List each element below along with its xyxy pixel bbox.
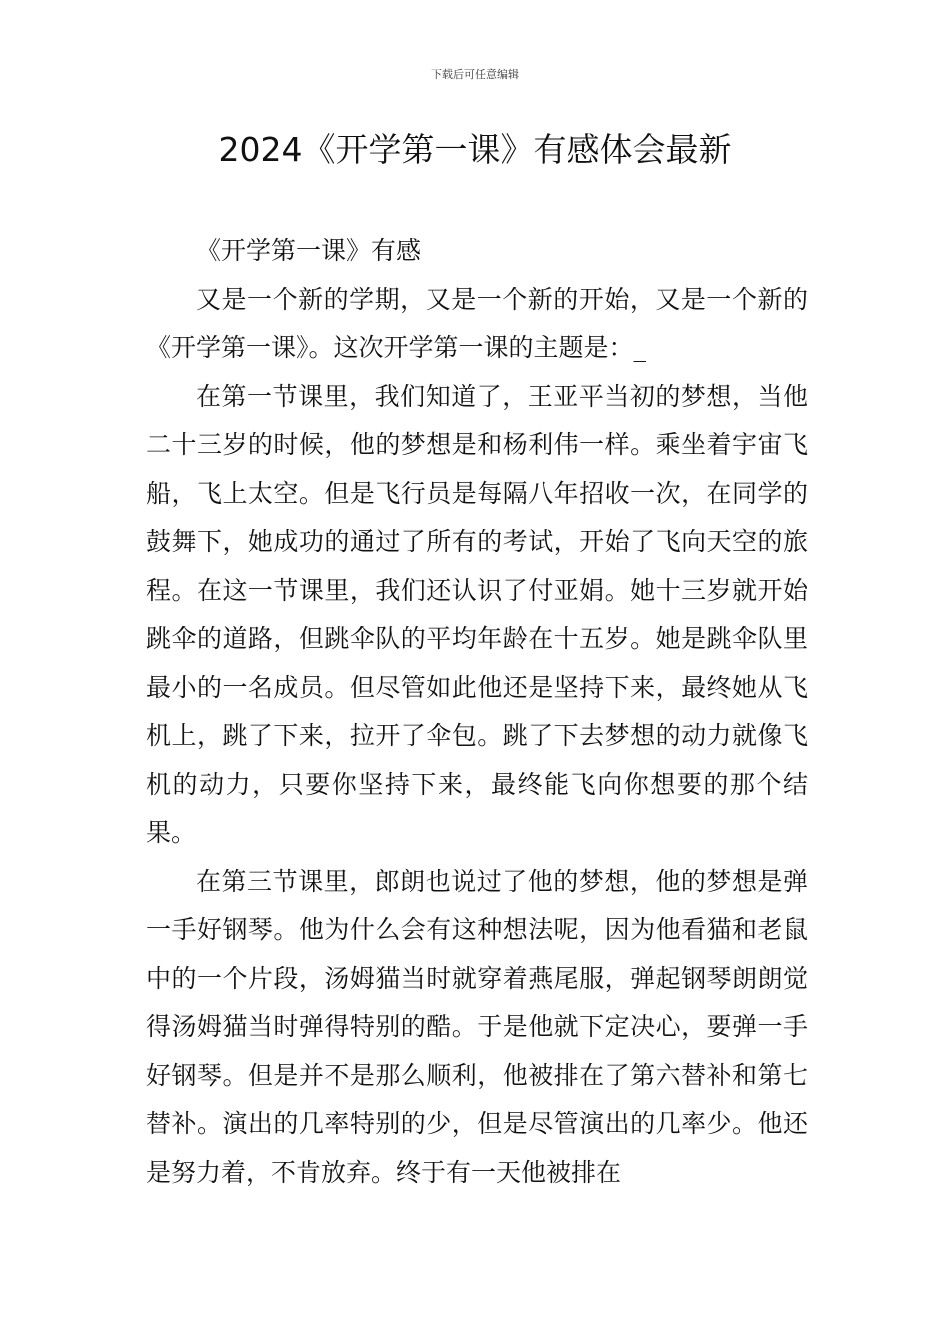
paragraph-subtitle: 《开学第一课》有感	[196, 236, 422, 265]
header-note: 下载后可任意编辑	[431, 68, 519, 81]
paragraph: 又是一个新的学期，又是一个新的开始，又是一个新的《开学第一课》。这次开学第一课的主题是：_	[146, 284, 808, 362]
document-body	[146, 227, 808, 1197]
paragraph: 在第一节课里，我们知道了，王亚平当初的梦想，当他二十三岁的时候，他的梦想是和杨利伟一样。乘坐着宇宙飞船，飞上太空。但是飞行员是每隔八年招收一次，在同学的鼓舞下，她成功的通过了所有的考试，开始了飞向天空的旅程。在这一节课里，我们还认识了付亚娟。她十三岁就开始跳伞的道路，但跳伞队的平均年龄在十五岁。她是跳伞队里最小的一名成员。但尽管如此他还是坚持下来，最终她从飞机上，跳了下来，拉开了伞包。跳了下去梦想的动力就像飞机的动力，只要你坚持下来，最终能飞向你想要的那个结果。	[146, 381, 808, 847]
document-title: 2024《开学第一课》有感体会最新	[218, 130, 732, 169]
paragraph: 在第三节课里，郎朗也说过了他的梦想，他的梦想是弹一手好钢琴。他为什么会有这种想法呢，因为他看猫和老鼠中的一个片段，汤姆猫当时就穿着燕尾服，弹起钢琴朗朗觉得汤姆猫当时弹得特别的酷。于是他就下定决心，要弹一手好钢琴。但是并不是那么顺利，他被排在了第六替补和第七替补。演出的几率特别的少，但是尽管演出的几率少。他还是努力着，不肯放弃。终于有一天他被排在	[146, 866, 808, 1187]
